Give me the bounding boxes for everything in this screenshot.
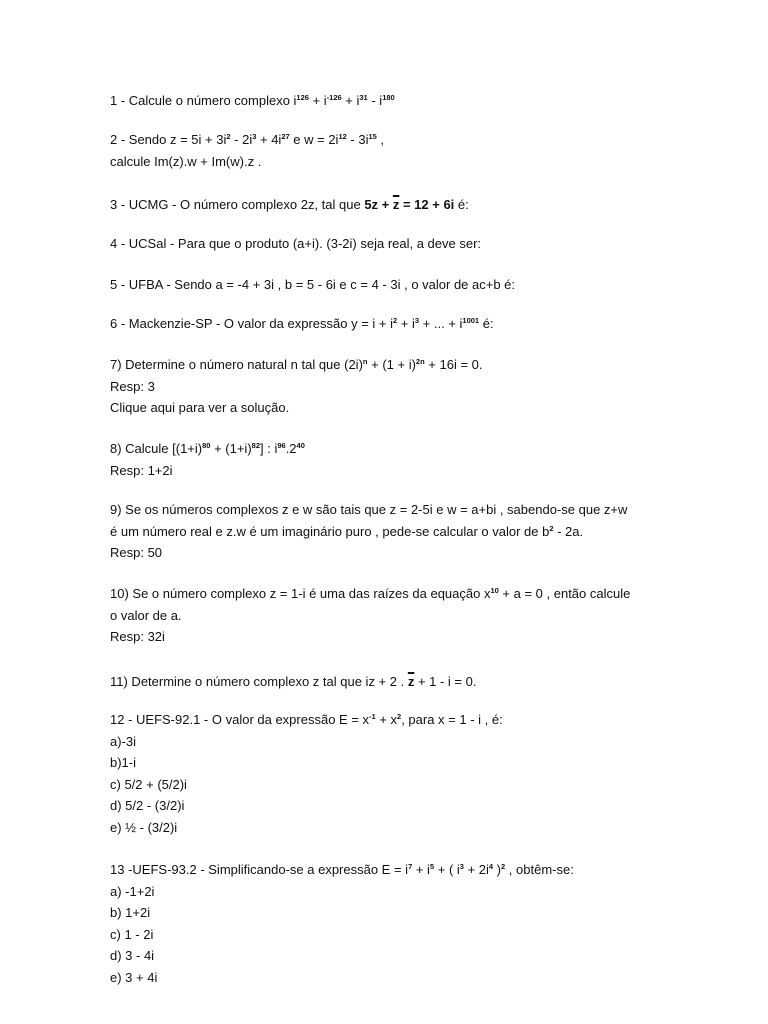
question-8-text: 8) Calcule $[(1+i)^{80} + (1+i)^{82}]$ : $i^{96}.2^{40}$: [110, 441, 305, 456]
question-5: [110, 274, 515, 296]
question-11-text: 11) Determine o número complexo z tal que iz + 2 . $\overline{z} + 1 - i = 0$.: [110, 674, 477, 689]
option-c: c) 5/2 + (5/2)i: [110, 776, 187, 792]
question-4-text: 4 - UCSal - Para que o produto (a+i). (3-2i) seja real, a deve ser:: [110, 236, 482, 251]
question-1: [110, 90, 395, 112]
option-d: d) 3 - 4i: [110, 948, 155, 963]
option-e: e) 3 + 4i: [110, 969, 158, 985]
question-7-answer: Resp: 3: [110, 378, 155, 394]
question-6-text: 6 - Mackenzie-SP - O valor da expressão $y = i + i^2 + i^3$ + ... + $i^{1001}$ é:: [110, 316, 494, 331]
question-3-text: 3 - UCMG - O número complexo 2z, tal que $5z + \overline{z} = 12 + 6i$ é:: [110, 197, 469, 212]
option-d: d) 5/2 - (3/2)i: [110, 798, 185, 813]
question-8-answer: Resp: 1+2i: [110, 462, 173, 478]
question-9: [110, 499, 627, 564]
question-7: [110, 354, 483, 419]
z-conjugate-symbol: $\overline{z}$: [407, 674, 415, 689]
option-a: a) -1+2i: [110, 883, 155, 899]
option-b: b)1-i: [110, 755, 137, 770]
question-2-line-1: 2 - Sendo $z = 5i + 3i^2 - 2i^3 + 4i^{27}$ e $w = 2i^{12} - 3i^{15}$ ,: [110, 132, 385, 147]
question-13-text: 13 -UEFS-93.2 - Simplificando-se a expressão $E = i^7 + i^5$ + ( $i^3 + 2i^4$ )$^2$ , obtêm-se:: [110, 862, 574, 877]
question-1-text: 1 - Calcule o número complexo $i^{126} + i^{-126} + i^{31} - i^{180}$: [110, 93, 395, 108]
question-3: [110, 194, 469, 216]
question-10-line-1: 10) Se o número complexo z = 1-i é uma das raízes da equação $x^{10} + a = 0$ , então calcule: [110, 586, 631, 601]
option-b: b) 1+2i: [110, 905, 151, 920]
question-8: [110, 438, 305, 481]
question-6: [110, 313, 494, 335]
question-12: [110, 709, 503, 838]
option-c: c) 1 - 2i: [110, 926, 154, 942]
question-7-text: 7) Determine o número natural n tal que $(2i)^n + (1 + i)^{2n} + 16i = 0$.: [110, 357, 483, 372]
question-4: [110, 233, 481, 255]
question-10-answer: Resp: 32i: [110, 629, 165, 644]
question-9-line-2: é um número real e z.w é um imaginário puro , pede-se calcular o valor de $b^2 - 2a$.: [110, 523, 584, 539]
z-conjugate-symbol: $\overline{z}$: [392, 197, 400, 212]
question-12-text: 12 - UEFS-92.1 - O valor da expressão $E = x^{-1} + x^2$, para x = 1 - i , é:: [110, 712, 503, 727]
question-2-line-2: calcule Im(z).w + Im(w).z .: [110, 153, 262, 169]
option-e: e) ½ - (3/2)i: [110, 819, 178, 835]
question-10: [110, 583, 630, 648]
question-10-line-2: o valor de a.: [110, 607, 182, 623]
solution-link[interactable]: Clique aqui para ver a solução.: [110, 400, 290, 415]
question-2: [110, 129, 384, 172]
question-9-answer: Resp: 50: [110, 545, 163, 560]
option-a: a)-3i: [110, 733, 137, 749]
question-9-line-1: 9) Se os números complexos z e w são tais que z = 2-5i e w = a+bi , sabendo-se que z+w: [110, 502, 628, 517]
question-11: [110, 671, 476, 693]
question-5-text: 5 - UFBA - Sendo a = -4 + 3i , b = 5 - 6i e c = 4 - 3i , o valor de ac+b é:: [110, 277, 516, 292]
question-13: [110, 859, 574, 988]
